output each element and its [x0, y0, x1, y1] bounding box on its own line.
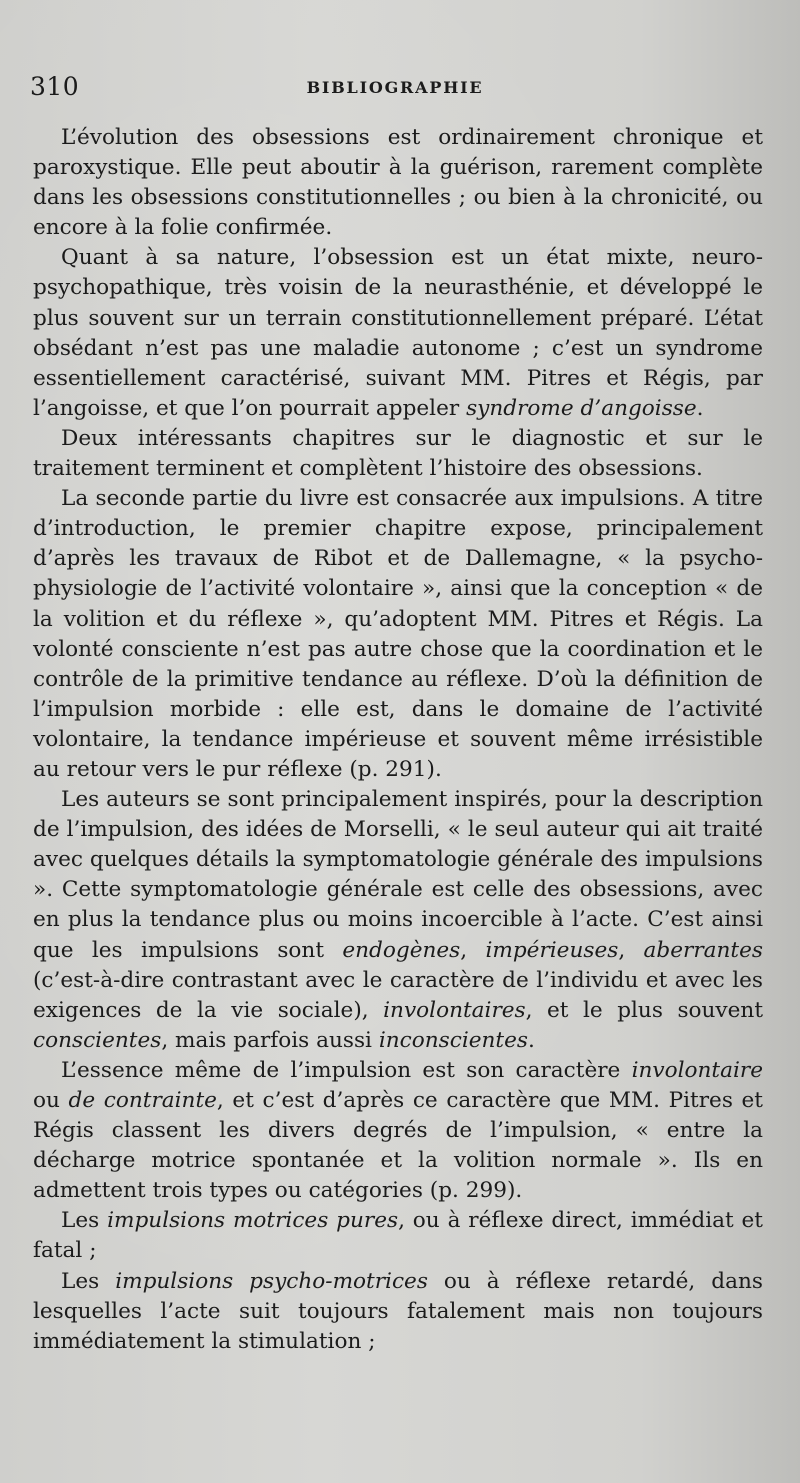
text-run: ou	[33, 1088, 69, 1113]
italic-term: aberrantes	[643, 937, 763, 963]
italic-term: impulsions motrices pures	[107, 1208, 399, 1234]
text-run: .	[696, 395, 704, 421]
paragraph	[33, 123, 763, 243]
paragraph	[33, 243, 763, 424]
italic-term: de contrainte	[68, 1088, 217, 1113]
italic-term: involontaires	[383, 997, 526, 1023]
text-run: L’évolution des obsessions est ordinairement chronique et paroxystique. Elle peut aboutir à la guérison, rarement complète dans les obsessions constitutionnelles ; ou bien à la chronicité, ou encore à la folie confirmée.	[33, 125, 763, 241]
text-run: La seconde partie du livre est consacrée aux impulsions. A titre d’introduction, le premier chapitre expose, principalement d’après les travaux de Ribot et de Dallemagne, « la psycho-physiologie de l’activité volontaire », ainsi que la conception « de la volition et du réflexe », qu’adoptent MM. Pitres et Régis. La volonté consciente n’est pas autre chose que la coordination et le contrôle de la primitive tendance au réflexe. D’où la définition de l’impulsion morbide : elle est, dans le domaine de l’activité volontaire, la tendance impérieuse et souvent même irrésistible au retour vers le pur réflexe (p. 291).	[33, 486, 763, 782]
italic-term: inconscientes	[378, 1027, 528, 1053]
text-run: ,	[618, 937, 644, 963]
italic-term: endogènes	[342, 937, 461, 963]
italic-term: impulsions psycho-motrices	[115, 1268, 428, 1294]
text-run: ,	[460, 937, 486, 963]
paragraph	[33, 1267, 763, 1357]
text-run: Les	[61, 1268, 116, 1294]
italic-term: involontaire	[631, 1057, 763, 1083]
text-run: ou à réflexe retardé, dans lesquelles l’acte suit toujours fatalement mais non toujours immédiatement la stimulation ;	[33, 1268, 763, 1354]
text-run: L’essence même de l’impulsion est son caractère	[61, 1057, 632, 1083]
paragraph	[33, 424, 763, 484]
page-header	[30, 72, 760, 106]
text-run: Deux intéressants chapitres sur le diagnostic et sur le traitement terminent et complètent l’histoire des obsessions.	[33, 425, 763, 482]
text-run: (c’est-à-dire contrastant avec le caractère de l’individu et avec les exigences de la vie sociale),	[33, 967, 763, 1023]
text-run: Les auteurs se sont principalement inspirés, pour la description de l’impulsion, des idées de Morselli, « le seul auteur qui ait traité avec quelques détails la symptomatologie générale des impulsions ». Cette symptomatologie générale est celle des obsessions, avec en plus la tendance plus ou moins incoercible à l’acte. C’est ainsi que les impulsions sont	[33, 787, 763, 963]
page-number: 310	[30, 72, 80, 101]
italic-term: impérieuses	[485, 937, 619, 963]
running-head: BIBLIOGRAPHIE	[306, 78, 484, 97]
italic-term: syndrome d’angoisse	[466, 395, 697, 421]
paragraph	[33, 484, 763, 785]
italic-term: conscientes	[33, 1027, 162, 1053]
text-run: , et c’est d’après ce caractère que MM. Pitres et Régis classent les divers degrés de l’impulsion, « entre la décharge motrice spontanée et la volition normale ». Ils en admettent trois types ou catégories (p. 299).	[33, 1088, 763, 1204]
paragraph	[33, 785, 763, 1056]
body-text	[33, 123, 763, 1357]
paragraph	[33, 1056, 763, 1206]
text-run: , mais parfois aussi	[161, 1027, 379, 1053]
text-run: , ou à réflexe direct, immédiat et fatal ;	[33, 1208, 763, 1264]
text-run: .	[527, 1027, 535, 1053]
text-run: Les	[61, 1208, 108, 1234]
text-run: , et le plus souvent	[525, 997, 763, 1023]
text-run: Quant à sa nature, l’obsession est un état mixte, neuro-psychopathique, très voisin de la neurasthénie, et développé le plus souvent sur un terrain constitutionnellement préparé. L’état obsédant n’est pas une maladie autonome ; c’est un syndrome essentiellement caractérisé, suivant MM. Pitres et Régis, par l’angoisse, et que l’on pourrait appeler	[33, 245, 763, 421]
paragraph	[33, 1206, 763, 1266]
